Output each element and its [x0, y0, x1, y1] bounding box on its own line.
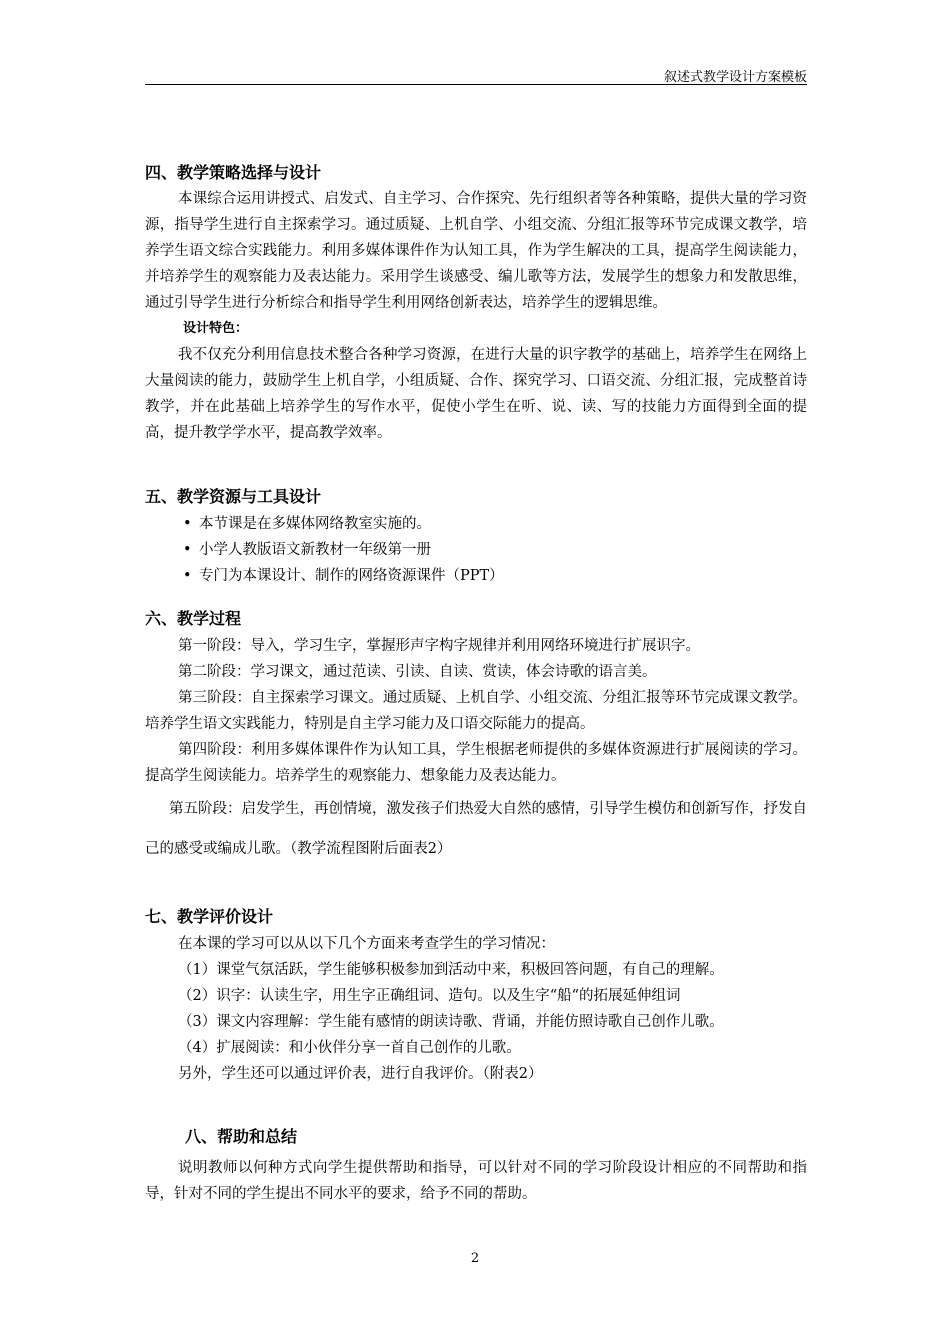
strategy-paragraph: 本课综合运用讲授式、启发式、自主学习、合作探究、先行组织者等各种策略，提供大量的学习资源，指导学生进行自主探索学习。通过质疑、上机自学、小组交流、分组汇报等环节完成课文教学，培养学生语文综合实践能力。利用多媒体课件作为认知工具，作为学生解决的工具，提高学生阅读能力，并培养学生的观察能力及表达能力。采用学生谈感受、编儿歌等方法，发展学生的想象力和发散思维，通过引导学生进行分析综合和指导学生利用网络创新表达，培养学生的逻辑思维。 [145, 191, 807, 311]
section-evaluation [145, 904, 807, 1087]
page-number: 2 [470, 1251, 480, 1266]
section-help-summary [145, 1124, 807, 1207]
page-header [145, 62, 807, 85]
evaluation-intro: 在本课的学习可以从以下几个方面来考查学生的学习情况： [178, 936, 555, 952]
evaluation-item: （3）课文内容理解：学生能有感情的朗读诗歌、背诵，并能仿照诗歌自己创作儿歌。 [178, 1014, 724, 1030]
stage-2: 第二阶段：学习课文，通过范读、引读、自读、赏读，体会诗歌的语言美。 [178, 664, 657, 680]
list-item: • 专门为本课设计、制作的网络资源课件（PPT） [145, 563, 807, 589]
section-heading: 四、教学策略选择与设计 [145, 163, 322, 182]
header-title: 叙述式教学设计方案模板 [663, 70, 807, 85]
section-resources-tools [145, 484, 807, 589]
stage-5: 第五阶段：启发学生，再创情境，激发孩子们热爱大自然的感情，引导学生模仿和创新写作，抒发自己的感受或编成儿歌。（教学流程图附后面表2） [145, 801, 807, 857]
section-heading: 五、教学资源与工具设计 [145, 487, 322, 506]
list-item: • 本节课是在多媒体网络教室实施的。 [145, 511, 807, 537]
evaluation-outro: 另外，学生还可以通过评价表，进行自我评价。（附表2） [178, 1066, 543, 1082]
section-teaching-strategy [145, 160, 807, 446]
evaluation-item: （4）扩展阅读：和小伙伴分享一首自己创作的儿歌。 [178, 1040, 521, 1056]
section-teaching-process [145, 606, 807, 869]
evaluation-item: （1）课堂气氛活跃，学生能够积极参加到活动中来，积极回答问题，有自己的理解。 [178, 962, 724, 978]
stage-4: 第四阶段：利用多媒体课件作为认知工具，学生根据老师提供的多媒体资源进行扩展阅读的学习。提高学生阅读能力。培养学生的观察能力、想象能力及表达能力。 [145, 742, 807, 784]
design-feature-label: 设计特色： [183, 321, 249, 336]
list-item: • 小学人教版语文新教材一年级第一册 [145, 537, 807, 563]
evaluation-item: （2）识字：认读生字，用生字正确组词、造句。以及生字“船“的拓展延伸组词 [178, 988, 681, 1004]
help-summary-paragraph: 说明教师以何种方式向学生提供帮助和指导，可以针对不同的学习阶段设计相应的不同帮助和指导，针对不同的学生提出不同水平的要求，给予不同的帮助。 [145, 1160, 807, 1202]
section-heading: 六、教学过程 [145, 609, 242, 628]
resource-list [145, 511, 807, 589]
stage-1: 第一阶段：导入，学习生字，掌握形声字构字规律并利用网络环境进行扩展识字。 [178, 638, 700, 654]
design-feature-paragraph: 我不仅充分利用信息技术整合各种学习资源，在进行大量的识字教学的基础上，培养学生在网络上大量阅读的能力，鼓励学生上机自学，小组质疑、合作、探究学习、口语交流、分组汇报，完成整首诗教学，并在此基础上培养学生的写作水平，促使小学生在听、说、读、写的技能力方面得到全面的提高，提升教学学水平，提高教学效率。 [145, 347, 807, 441]
section-heading: 七、教学评价设计 [145, 907, 274, 926]
section-heading: 八、帮助和总结 [185, 1127, 298, 1146]
stage-3: 第三阶段：自主探索学习课文。通过质疑、上机自学、小组交流、分组汇报等环节完成课文教学。培养学生语文实践能力，特别是自主学习能力及口语交际能力的提高。 [145, 690, 807, 732]
